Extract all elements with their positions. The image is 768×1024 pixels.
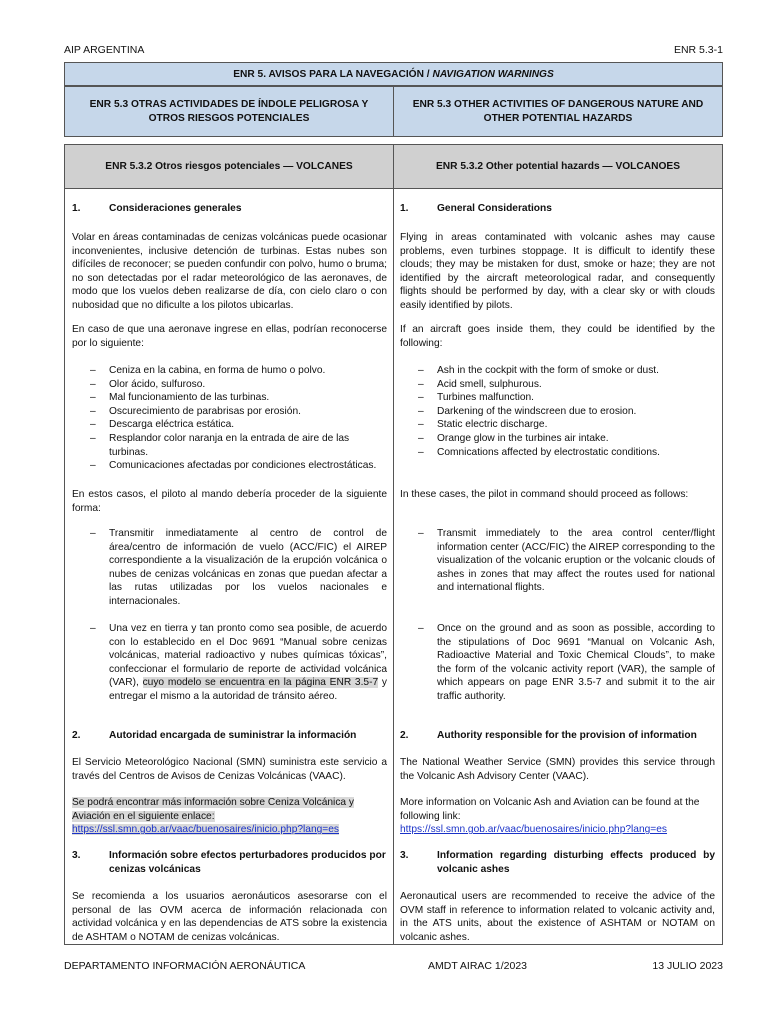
en-heading-1-text: General Considerations bbox=[437, 203, 552, 214]
en-action-1 bbox=[400, 527, 715, 595]
en-paragraph-2: If an aircraft goes inside them, they could be identified by the following: bbox=[400, 324, 715, 349]
list-item: – Comunicaciones afectadas por condiciones electrostáticas. bbox=[90, 460, 377, 472]
en-heading-3: 3. Information regarding disturbing effects produced by volcanic ashes bbox=[400, 850, 715, 875]
list-item: – Transmit immediately to the area control center/flight information center (ACC/FIC) the AIREP corresponding to the visualization of the volcanic eruption or the volcanic clouds of ashes in zones that may affect the routes used for national and international flights. bbox=[418, 528, 715, 594]
es-paragraph-5 bbox=[72, 796, 387, 837]
list-item: – Transmitir inmediatamente al centro de control de área/centro de información de vuelo (ACC/FIC) el AIREP correspondiente a la visualización de la erupción volcánica o nubes de cenizas volcánicas en zonas que puedan afectar a las rutas utilizadas por los vuelos nacionales e internacionales. bbox=[90, 528, 387, 607]
es-heading-2: 2. Autoridad encargada de suministrar la información bbox=[72, 730, 357, 741]
list-item: – Once on the ground and as soon as possible, according to the stipulations of Doc 9691 “Manual on Volcanic Ash, Radioactive Material and Toxic Chemical Clouds”, to make the form of the volcanic activity report (VAR), the sample of which appears on page ENR 3.5-7 and submit it to the air traffic authority. bbox=[418, 623, 715, 702]
list-item: – Acid smell, sulphurous. bbox=[418, 378, 542, 390]
subsection-title-en: ENR 5.3.2 Other potential hazards — VOLCANOES bbox=[436, 161, 680, 172]
header-page-number: ENR 5.3-1 bbox=[673, 44, 723, 56]
es-paragraph-2: En caso de que una aeronave ingrese en ellas, podrían reconocerse por lo siguiente: bbox=[72, 324, 387, 349]
es-more-info-text: Se podrá encontrar más información sobre Ceniza Volcánica y Aviación en el siguiente enlace: bbox=[72, 797, 355, 822]
es-paragraph-6: Se recomienda a los usuarios aeronáuticos asesorarse con el personal de las OVM acerca de información relacionada con actividad volcánica y en las dependencias de ATS sobre la existencia de ASHTAM o NOTAM de cenizas volcánicas. bbox=[72, 891, 387, 943]
es-action-1 bbox=[72, 527, 387, 609]
es-symptom-list bbox=[72, 364, 387, 473]
en-paragraph-6: Aeronautical users are recommended to receive the advice of the OVM staff in reference to information related to volcanic activity and, in the ATS units, about the existence of ASHTAM or NOTAM on volcanic ashes. bbox=[400, 891, 715, 943]
en-heading-1 bbox=[400, 202, 715, 216]
chapter-title bbox=[64, 62, 723, 86]
es-heading-1 bbox=[72, 202, 387, 216]
es-heading-3: 3. Información sobre efectos perturbadores producidos por cenizas volcánicas bbox=[72, 850, 386, 875]
en-paragraph-1: Flying in areas contaminated with volcanic ashes may cause problems, even turbines stoppage. It is difficult to identify these clouds; they may be mistaken for dust, smoke or haze; they are not identified by the aircraft meteorological radar, and consequently flights should be performed by day, with a clear sky or with clouds easily identified by pilots. bbox=[400, 232, 715, 311]
running-header bbox=[64, 44, 723, 58]
subsection-header-row bbox=[64, 144, 723, 189]
list-item: – Ash in the cockpit with the form of smoke or dust. bbox=[418, 365, 659, 376]
es-vaac-link[interactable]: https://ssl.smn.gob.ar/vaac/buenosaires/inicio.php?lang=es bbox=[72, 824, 340, 836]
footer-department: DEPARTAMENTO INFORMACIÓN AERONÁUTICA bbox=[64, 960, 306, 972]
footer-amendment: AMDT AIRAC 1/2023 bbox=[428, 960, 528, 972]
en-heading-1-number: 1. bbox=[400, 203, 409, 214]
column-divider bbox=[393, 189, 394, 945]
section-title-en: ENR 5.3 OTHER ACTIVITIES OF DANGEROUS NATURE AND OTHER POTENTIAL HAZARDS bbox=[412, 99, 704, 124]
en-symptom-list bbox=[400, 364, 715, 459]
subsection-title-es: ENR 5.3.2 Otros riesgos potenciales — VOLCANES bbox=[65, 145, 394, 188]
footer-date: 13 JULIO 2023 bbox=[652, 960, 723, 972]
list-item: – Oscurecimiento de parabrisas por erosión. bbox=[90, 405, 301, 417]
list-item: – Resplandor color naranja en la entrada de aire de las turbinas. bbox=[90, 432, 350, 458]
list-item: – Una vez en tierra y tan pronto como sea posible, de acuerdo con lo establecido en el Doc 9691 “Manual sobre cenizas volcánicas, material radioactivo y nubes químicas tóxicas”, confeccionar el formulario de reporte de actividad volcánica (VAR), cuyo modelo se encuentra en la página ENR 3.5-7 y entregar el mismo a la autoridad de tránsito aéreo. bbox=[90, 623, 387, 702]
section-header-row bbox=[64, 86, 723, 137]
en-more-info-text: More information on Volcanic Ash and Aviation can be found at the following link: bbox=[400, 797, 700, 822]
section-title-es: ENR 5.3 OTRAS ACTIVIDADES DE ÍNDOLE PELIGROSA Y OTROS RIESGOS POTENCIALES bbox=[65, 87, 394, 136]
es-action-2 bbox=[72, 622, 387, 704]
es-heading-1-text: Consideraciones generales bbox=[109, 203, 242, 214]
en-vaac-link[interactable]: https://ssl.smn.gob.ar/vaac/buenosaires/inicio.php?lang=es bbox=[400, 824, 668, 836]
list-item: – Darkening of the windscreen due to erosion. bbox=[418, 405, 637, 417]
list-item: – Comnications affected by electrostatic conditions. bbox=[418, 446, 660, 458]
en-heading-2: 2. Authority responsible for the provision of information bbox=[400, 730, 697, 741]
es-paragraph-1: Volar en áreas contaminadas de cenizas volcánicas puede ocasionar inconvenientes, inclusive detención de turbinas. Estas nubes son difíciles de reconocer; se pueden confundir con polvo, humo o bruma; no son detectadas por el radar meteorológico de las aeronaves, de modo que los vuelos deben realizarse de día, con cielo claro o con nubosidad que no dificulte a los pilotos ubicarlas. bbox=[72, 232, 387, 311]
header-publication: AIP ARGENTINA bbox=[64, 44, 145, 56]
en-paragraph-4: The National Weather Service (SMN) provides this service through the Volcanic Ash Advisory Center (VAAC). bbox=[400, 757, 715, 782]
en-action-2 bbox=[400, 622, 715, 704]
es-paragraph-3: En estos casos, el piloto al mando debería proceder de la siguiente forma: bbox=[72, 489, 387, 514]
es-heading-1-number: 1. bbox=[72, 203, 81, 214]
es-highlighted-reference: cuyo modelo se encuentra en la página ENR 3.5-7 bbox=[142, 677, 379, 689]
list-item: – Turbines malfunction. bbox=[418, 392, 535, 404]
en-paragraph-3: In these cases, the pilot in command should proceed as follows: bbox=[400, 489, 689, 500]
chapter-title-es: ENR 5. AVISOS PARA LA NAVEGACIÓN / bbox=[233, 69, 433, 80]
list-item: – Orange glow in the turbines air intake. bbox=[418, 432, 609, 444]
list-item: – Static electric discharge. bbox=[418, 419, 548, 431]
list-item: – Descarga eléctrica estática. bbox=[90, 419, 235, 431]
list-item: – Mal funcionamiento de las turbinas. bbox=[90, 392, 270, 404]
list-item: – Olor ácido, sulfuroso. bbox=[90, 378, 206, 390]
es-paragraph-4: El Servicio Meteorológico Nacional (SMN) suministra este servicio a través del Centros de Avisos de Cenizas Volcánicas (VAAC). bbox=[72, 757, 387, 782]
en-paragraph-5 bbox=[400, 796, 715, 837]
chapter-title-en: NAVIGATION WARNINGS bbox=[432, 69, 554, 80]
list-item: – Ceniza en la cabina, en forma de humo o polvo. bbox=[90, 365, 326, 376]
